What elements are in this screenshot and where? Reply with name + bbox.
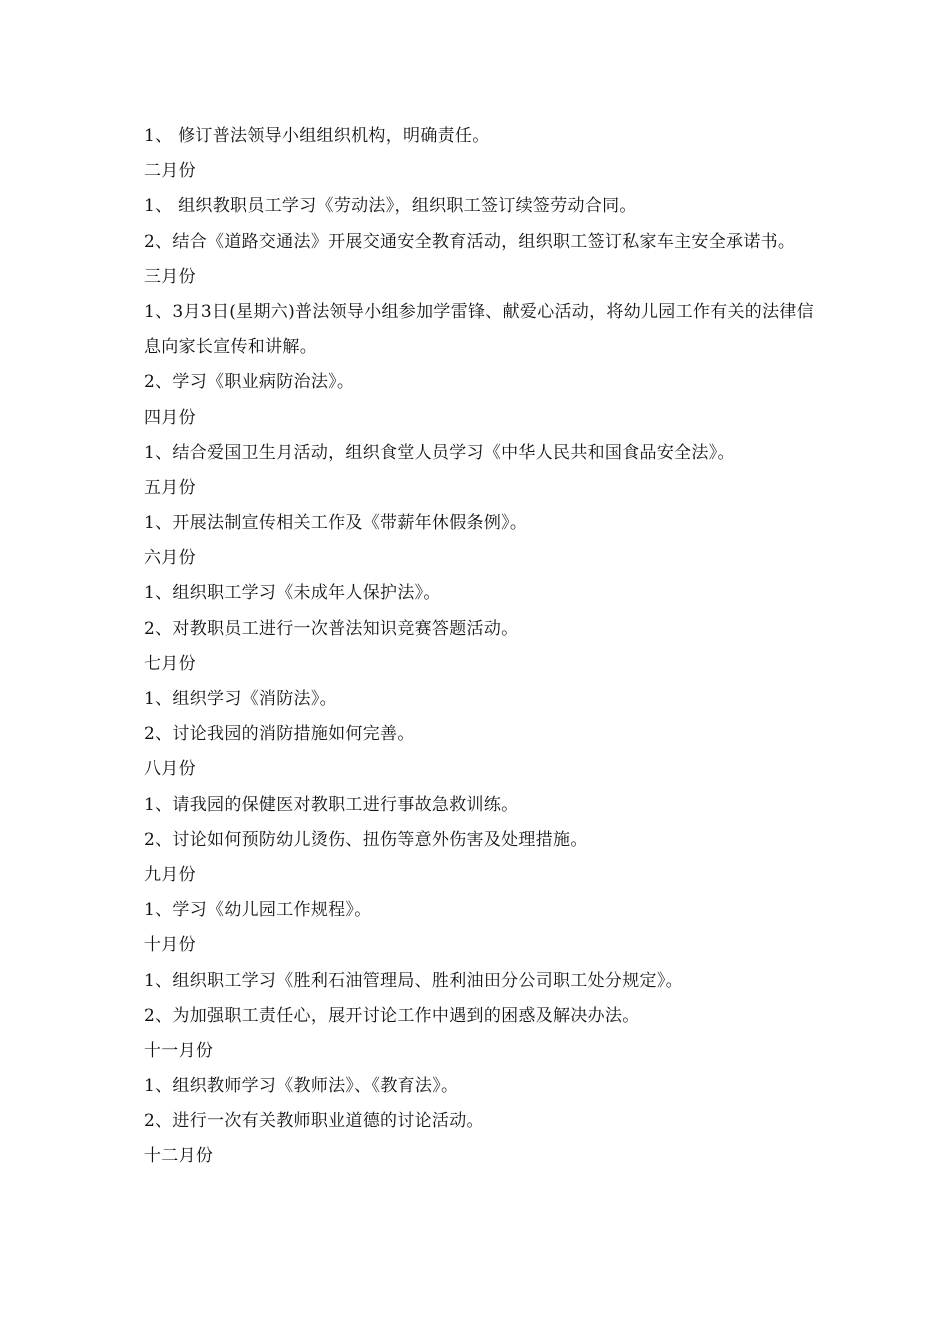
month-heading-oct: 十月份 (144, 935, 196, 956)
plan-item-apr-1: 1、结合爱国卫生月活动，组织食堂人员学习《中华人民共和国食品安全法》。 (144, 442, 735, 463)
plan-item-aug-1: 1、请我园的保健医对教职工进行事故急救训练。 (144, 794, 519, 815)
document-body (144, 119, 814, 1175)
month-heading-may: 五月份 (144, 477, 196, 498)
plan-item-nov-1: 1、组织教师学习《教师法》、《教育法》。 (144, 1076, 459, 1097)
month-heading-sep: 九月份 (144, 864, 196, 885)
plan-item-mar-2: 2、学习《职业病防治法》。 (144, 372, 355, 393)
plan-item-feb-2: 2、结合《道路交通法》开展交通安全教育活动，组织职工签订私家车主安全承诺书。 (144, 231, 796, 252)
month-heading-dec: 十二月份 (144, 1146, 214, 1167)
month-heading-nov: 十一月份 (144, 1040, 214, 1061)
plan-item-jun-2: 2、对教职员工进行一次普法知识竞赛答题活动。 (144, 618, 519, 639)
plan-item-aug-2: 2、讨论如何预防幼儿烫伤、扭伤等意外伤害及处理措施。 (144, 829, 588, 850)
plan-item-oct-1: 1、组织职工学习《胜利石油管理局、胜利油田分公司职工处分规定》。 (144, 970, 683, 991)
month-heading-feb: 二月份 (144, 161, 196, 182)
plan-item-jun-1: 1、组织职工学习《未成年人保护法》。 (144, 583, 441, 604)
plan-item-jan-1: 1、 修订普法领导小组组织机构，明确责任。 (144, 126, 490, 146)
month-heading-apr: 四月份 (144, 407, 196, 428)
plan-item-may-1: 1、开展法制宣传相关工作及《带薪年休假条例》。 (144, 513, 528, 534)
plan-item-oct-2: 2、为加强职工责任心，展开讨论工作中遇到的困惑及解决办法。 (144, 1005, 640, 1026)
month-heading-aug: 八月份 (144, 759, 196, 780)
month-heading-jul: 七月份 (144, 653, 196, 674)
month-heading-jun: 六月份 (144, 548, 196, 569)
plan-item-sep-1: 1、学习《幼儿园工作规程》。 (144, 900, 372, 921)
month-heading-mar: 三月份 (144, 266, 196, 287)
plan-item-jul-2: 2、讨论我园的消防措施如何完善。 (144, 724, 415, 745)
plan-item-nov-2: 2、进行一次有关教师职业道德的讨论活动。 (144, 1111, 484, 1132)
plan-item-jul-1: 1、组织学习《消防法》。 (144, 689, 337, 710)
plan-item-feb-1: 1、 组织教职员工学习《劳动法》，组织职工签订续签劳动合同。 (144, 196, 637, 217)
plan-item-mar-1: 1、3月3日(星期六)普法领导小组参加学雷锋、献爱心活动，将幼儿园工作有关的法律信息向家长宣传和讲解。 (144, 301, 815, 358)
